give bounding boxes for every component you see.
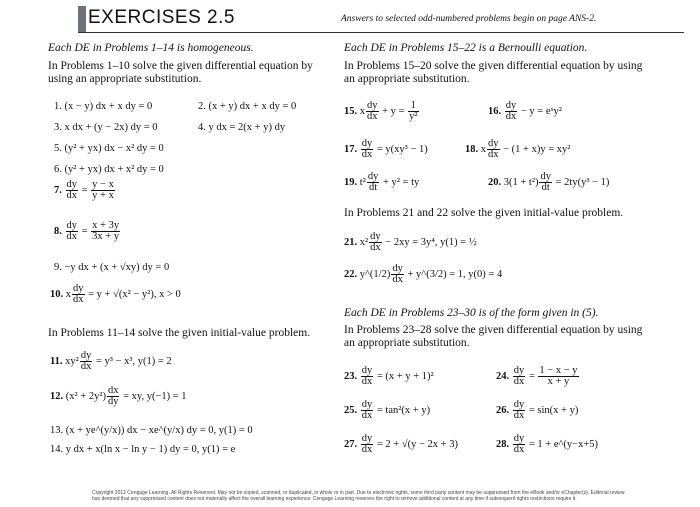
- problem-17: [344, 139, 428, 160]
- fraction-numerator: dy: [505, 100, 517, 111]
- equation-rest: − 2xy = 3y⁴, y(1) = ½: [385, 236, 477, 248]
- left-intro-paragraph: In Problems 1–10 solve the given differential equation by using an appropriate substitution.: [48, 60, 313, 85]
- fraction-denominator: dx: [392, 274, 403, 285]
- problem-12: [50, 386, 187, 407]
- fraction-denominator: dx: [488, 149, 499, 160]
- problem-number: 15.: [344, 105, 358, 117]
- equation-rest: = tan²(x + y): [376, 404, 431, 416]
- fraction-numerator: 1: [408, 101, 418, 112]
- fraction-denominator: dt: [368, 182, 378, 193]
- term: x: [359, 105, 365, 117]
- problem-number: 12.: [50, 390, 64, 402]
- fraction-numerator: dy: [66, 179, 77, 190]
- problem-3: 3. x dx + (y − 2x) dy = 0: [54, 122, 158, 133]
- fraction-denominator: dx: [66, 190, 77, 201]
- problem-8: [54, 221, 121, 242]
- fraction-numerator: dy: [66, 220, 77, 231]
- fraction-denominator: dx: [367, 111, 378, 122]
- fraction-denominator: y²: [409, 111, 418, 122]
- fraction-denominator: dx: [370, 242, 381, 253]
- problem-1: 1. (x − y) dx + x dy = 0: [54, 101, 153, 112]
- problem-number: 19.: [344, 176, 358, 188]
- problem-number: 22.: [344, 268, 358, 280]
- term: x: [480, 143, 486, 155]
- fraction-numerator: dx: [107, 385, 119, 396]
- problem-5: 5. (y² + yx) dx − x² dy = 0: [54, 143, 164, 154]
- right-form-paragraph: In Problems 23–28 solve the given differential equation by using an appropriate substitution.: [344, 324, 643, 349]
- problem-number: 23.: [344, 370, 358, 382]
- problem-24: [496, 366, 580, 387]
- problem-number: 10.: [50, 288, 64, 300]
- fraction-denominator: dx: [361, 376, 373, 387]
- fraction-denominator: x + y: [547, 376, 570, 387]
- fraction-denominator: dx: [513, 376, 525, 387]
- fraction-numerator: dy: [488, 138, 499, 149]
- header-tab-marker: [78, 6, 86, 32]
- fraction-denominator: dx: [73, 294, 84, 305]
- fraction-numerator: dy: [367, 100, 378, 111]
- problem-27: [344, 434, 458, 455]
- right-ivp-paragraph: In Problems 21 and 22 solve the given initial-value problem.: [344, 207, 624, 219]
- equation-rest: − (1 + x)y = xy²: [503, 143, 571, 155]
- problem-25: [344, 400, 430, 421]
- fraction-denominator: dx: [361, 410, 373, 421]
- problem-6: 6. (y² + yx) dx + x² dy = 0: [54, 164, 164, 175]
- problem-number: 16.: [488, 105, 502, 117]
- problem-18: [465, 139, 570, 160]
- problem-9: 9. −y dx + (x + √xy) dy = 0: [54, 262, 170, 273]
- problem-14: 14. y dx + x(ln x − ln y − 1) dy = 0, y(1) = e: [50, 444, 236, 455]
- equation-rest: = xy, y(−1) = 1: [123, 390, 187, 402]
- fraction-numerator: dy: [361, 138, 373, 149]
- left-ivp-paragraph: In Problems 11–14 solve the given initial-value problem.: [48, 327, 311, 339]
- equation-rest: + y^(3/2) = 1, y(0) = 4: [407, 268, 503, 280]
- fraction-numerator: dy: [361, 399, 373, 410]
- fraction-numerator: dy: [73, 283, 84, 294]
- fraction-denominator: dx: [513, 444, 525, 455]
- problem-number: 21.: [344, 236, 358, 248]
- term: (x² + 2y²): [65, 390, 106, 402]
- problem-11: [50, 351, 172, 372]
- fraction-denominator: dx: [505, 111, 517, 122]
- problem-number: 24.: [496, 370, 510, 382]
- equation-rest: + y² = ty: [382, 176, 420, 188]
- problem-23: [344, 366, 434, 387]
- answers-note: Answers to selected odd-numbered problems begin on page ANS-2.: [341, 14, 597, 24]
- fraction-numerator: dy: [513, 433, 525, 444]
- right-intro-italic: Each DE in Problems 15–22 is a Bernoulli equation.: [344, 42, 588, 54]
- problem-21: [344, 232, 477, 253]
- problem-28: [496, 434, 598, 455]
- fraction-denominator: dy: [107, 396, 119, 407]
- problem-number: 17.: [344, 143, 358, 155]
- problem-22: [344, 264, 502, 285]
- equals-sign: =: [528, 370, 535, 382]
- equation-rest: = y + √(x² − y²), x > 0: [88, 288, 181, 300]
- problem-number: 27.: [344, 438, 358, 450]
- equals-sign: =: [81, 184, 88, 196]
- fraction-numerator: dy: [513, 399, 525, 410]
- term: x: [65, 288, 71, 300]
- problem-number: 26.: [496, 404, 510, 416]
- problem-20: [488, 172, 609, 193]
- problem-number: 25.: [344, 404, 358, 416]
- problem-number: 28.: [496, 438, 510, 450]
- copyright-footer: Copyright 2012 Cengage Learning. All Rights Reserved. May not be copied, scanned, or duplicated, in whole or in part. Due to electronic rights, some third party content may be suppressed from the eBook and/or eChapter(s). Editorial review has deemed that any suppressed content does not materially affect the overall learning experience. Cengage Learning reserves the right to remove additional content at any time if subsequent rights restrictions require it.: [92, 490, 625, 502]
- fraction-denominator: 3x + y: [92, 231, 120, 242]
- fraction-denominator: dx: [361, 149, 373, 160]
- fraction-numerator: 1 − x − y: [539, 365, 578, 376]
- fraction-numerator: x + 3y: [92, 220, 120, 231]
- fraction-numerator: dy: [370, 231, 381, 242]
- fraction-numerator: dy: [80, 350, 92, 361]
- equation-rest: = 2 + √(y − 2x + 3): [376, 438, 458, 450]
- fraction-numerator: dy: [540, 171, 551, 182]
- problem-7: [54, 180, 116, 201]
- problem-number: 8.: [54, 225, 62, 237]
- fraction-denominator: dt: [541, 182, 550, 193]
- fraction-numerator: dy: [361, 433, 373, 444]
- problem-10: [50, 284, 181, 305]
- fraction-denominator: dx: [80, 361, 92, 372]
- fraction-numerator: dy: [513, 365, 525, 376]
- fraction-denominator: y + x: [92, 190, 114, 201]
- term: 3(1 + t²): [503, 176, 539, 188]
- page-title: EXERCISES 2.5: [88, 7, 235, 28]
- equation-rest: = 1 + e^(y−x+5): [528, 438, 599, 450]
- right-form-italic: Each DE in Problems 23–30 is of the form given in (5).: [344, 307, 599, 319]
- fraction-numerator: dy: [392, 263, 403, 274]
- fraction-numerator: y − x: [92, 179, 114, 190]
- term: xy²: [65, 355, 79, 367]
- problem-number: 20.: [488, 176, 502, 188]
- problem-26: [496, 400, 578, 421]
- equation-rest: = 2ty(y³ − 1): [555, 176, 610, 188]
- equation-rest: = sin(x + y): [528, 404, 579, 416]
- problem-4: 4. y dx = 2(x + y) dy: [198, 122, 286, 133]
- left-intro-italic: Each DE in Problems 1–14 is homogeneous.: [48, 42, 254, 54]
- equation-middle: + y =: [382, 105, 405, 117]
- fraction-denominator: dx: [361, 444, 373, 455]
- term: y^(1/2): [359, 268, 391, 280]
- equation-rest: = y(xy³ − 1): [376, 143, 428, 155]
- fraction-denominator: dx: [513, 410, 525, 421]
- problem-15: [344, 101, 420, 122]
- problem-16: [488, 101, 562, 122]
- problem-number: 11.: [50, 355, 63, 367]
- fraction-numerator: dy: [367, 171, 379, 182]
- term: t²: [359, 176, 366, 188]
- right-intro-paragraph: In Problems 15–20 solve the given differential equation by using an appropriate substitution.: [344, 60, 643, 85]
- equals-sign: =: [81, 225, 88, 237]
- equation-rest: = y³ − x³, y(1) = 2: [95, 355, 172, 367]
- equation-rest: − y = eˣy²: [520, 105, 562, 117]
- problem-19: [344, 172, 419, 193]
- fraction-numerator: dy: [361, 365, 373, 376]
- term: x²: [359, 236, 369, 248]
- problem-13: 13. (x + ye^(y/x)) dx − xe^(y/x) dy = 0, y(1) = 0: [50, 425, 253, 436]
- problem-2: 2. (x + y) dx + x dy = 0: [198, 101, 297, 112]
- problem-number: 18.: [465, 143, 479, 155]
- equation-rest: = (x + y + 1)²: [376, 370, 434, 382]
- fraction-denominator: dx: [66, 231, 77, 242]
- problem-number: 7.: [54, 184, 62, 196]
